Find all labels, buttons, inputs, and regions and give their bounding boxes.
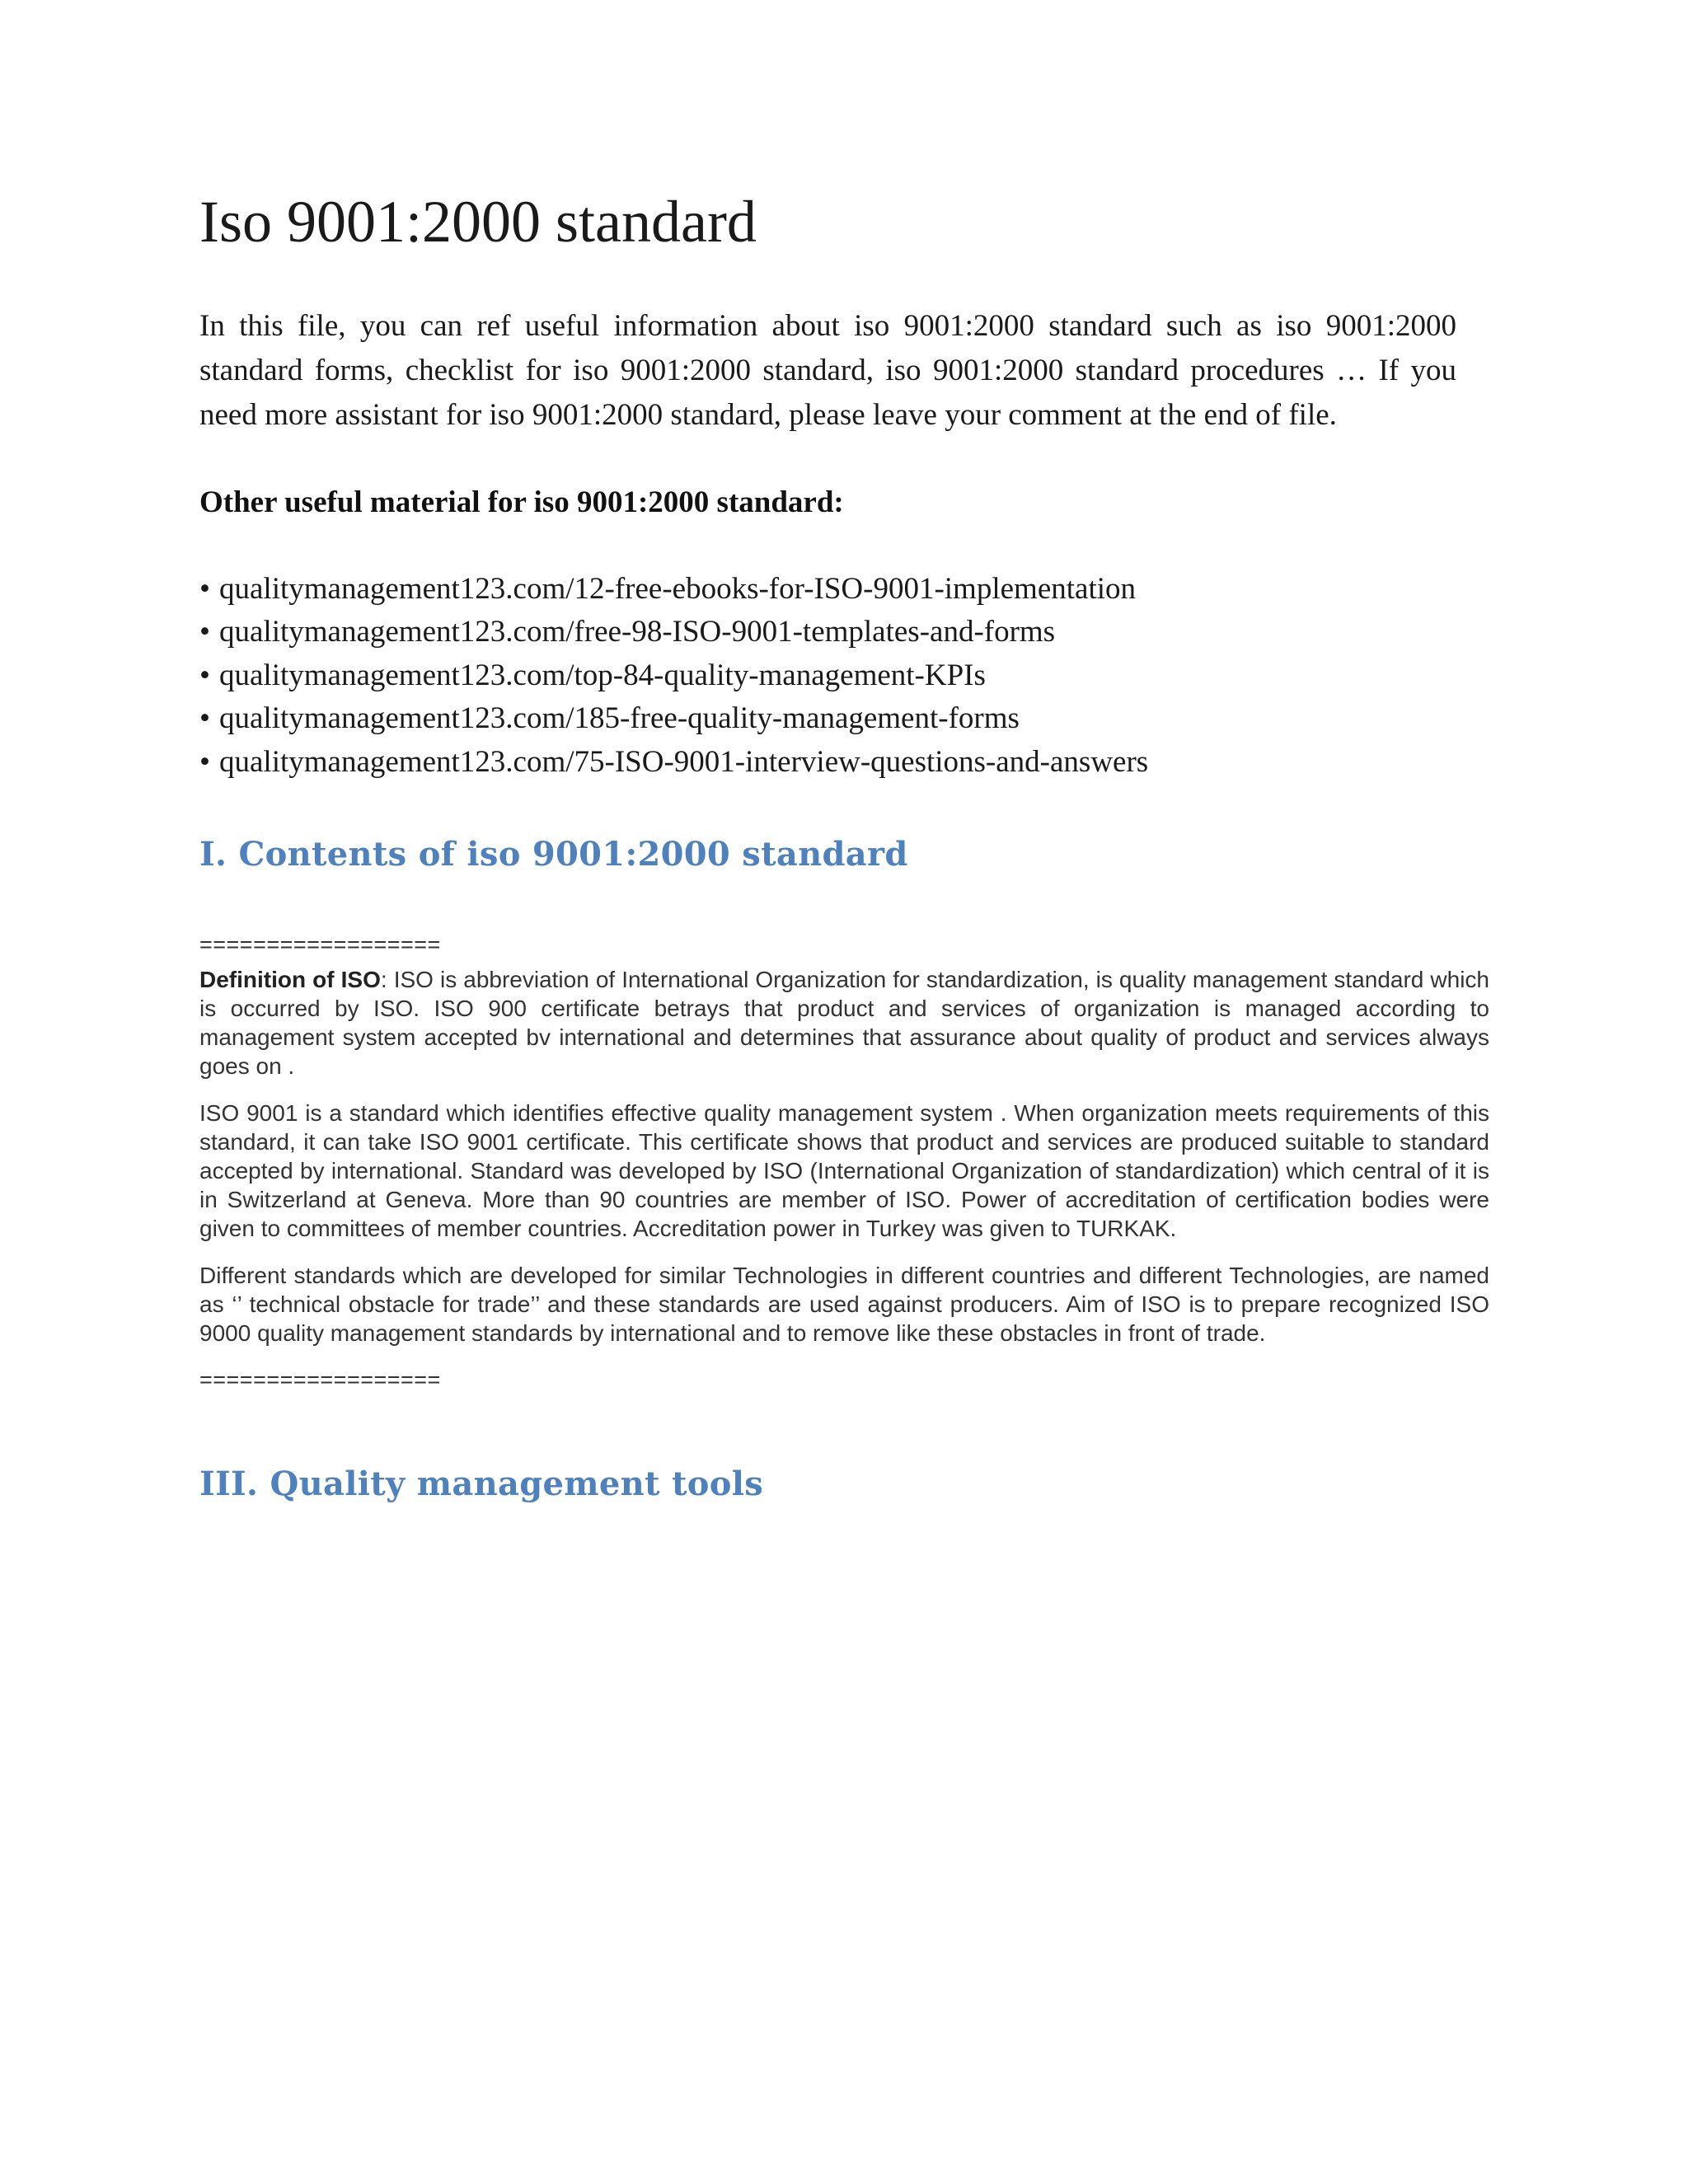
document-title: Iso 9001:2000 standard bbox=[199, 189, 757, 255]
section-heading-contents: I. Contents of iso 9001:2000 standard bbox=[199, 835, 908, 874]
resource-link[interactable] bbox=[199, 611, 1489, 654]
resource-link[interactable] bbox=[199, 741, 1489, 785]
resource-link[interactable] bbox=[199, 568, 1489, 612]
definition-colon: : bbox=[380, 967, 387, 993]
separator-bottom: ================== bbox=[199, 1367, 441, 1393]
document-content bbox=[199, 188, 1489, 1504]
resource-link-text[interactable]: qualitymanagement123.com/free-98-ISO-9001-templates-and-forms bbox=[219, 615, 1056, 649]
definition-text: ISO is abbreviation of International Organization for standardization, is quality management standard which is occurred by ISO. ISO 900 certificate betrays that product and services of organization is managed according to management system accepted bv international and determines that assurance about quality of product and services always goes on . bbox=[199, 967, 1490, 1080]
iso9001-paragraph: ISO 9001 is a standard which identifies effective quality management system . When organization meets requirements of this standard, it can take ISO 9001 certificate. This certificate shows that product and services are produced suitable to standard accepted by international. Standard was developed by ISO (International Organization of standardization) which central of it is in Switzerland at Geneva. More than 90 countries are member of ISO. Power of accreditation of certification bodies were given to committees of member countries. Accreditation power in Turkey was given to TURKAK. bbox=[199, 1100, 1489, 1242]
bullet-icon: • bbox=[199, 744, 210, 779]
resource-link-list bbox=[199, 568, 1489, 785]
resource-link-text[interactable]: qualitymanagement123.com/75-ISO-9001-interview-questions-and-answers bbox=[219, 744, 1149, 779]
section-heading-quality-tools: III. Quality management tools bbox=[199, 1465, 764, 1504]
separator-top: ================== bbox=[199, 932, 441, 958]
definition-term: Definition of ISO bbox=[199, 967, 381, 993]
other-material-heading: Other useful material for iso 9001:2000 standard: bbox=[199, 485, 844, 519]
resource-link[interactable] bbox=[199, 697, 1489, 741]
trade-obstacle-paragraph: Different standards which are developed for similar Technologies in different countries and different Technologies, are named as ‘’ technical obstacle for trade’’ and these standards are used against producers. Aim of ISO is to prepare recognized ISO 9000 quality management standards by international and to remove like these obstacles in front of trade. bbox=[199, 1263, 1489, 1347]
resource-link-text[interactable]: qualitymanagement123.com/185-free-quality-management-forms bbox=[219, 701, 1020, 736]
bullet-icon: • bbox=[199, 701, 210, 736]
intro-paragraph: In this file, you can ref useful information about iso 9001:2000 standard such as iso 9001:2000 standard forms, checklist for iso 9001:2000 standard, iso 9001:2000 standard procedures … If you need more assistant for iso 9001:2000 standard, please leave your comment at the end of file. bbox=[199, 308, 1456, 432]
bullet-icon: • bbox=[199, 615, 210, 649]
resource-link-text[interactable]: qualitymanagement123.com/12-free-ebooks-for-ISO-9001-implementation bbox=[219, 571, 1137, 606]
resource-link[interactable] bbox=[199, 654, 1489, 698]
definition-paragraph bbox=[199, 965, 1489, 1080]
bullet-icon: • bbox=[199, 658, 210, 692]
bullet-icon: • bbox=[199, 571, 210, 606]
resource-link-text[interactable]: qualitymanagement123.com/top-84-quality-management-KPIs bbox=[219, 658, 986, 692]
